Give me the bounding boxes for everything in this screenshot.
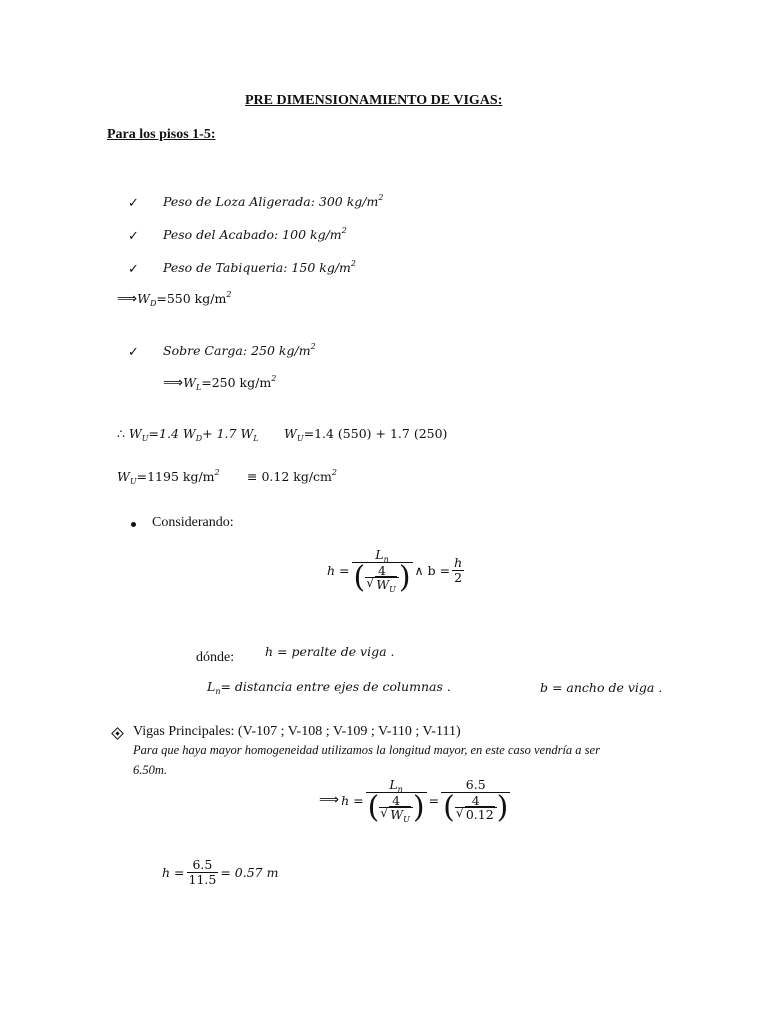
vigas-principales-label: Vigas Principales: (V-107 ; V-108 ; V-109 ; V-110 ; V-111) (133, 724, 461, 739)
formula2-fraction-2: 6.5 ( 4 √ 0.12 ) (441, 778, 510, 823)
wl-sub: L (195, 383, 202, 392)
implies-arrow-icon: ⟹ (319, 792, 340, 809)
considerando-label: Considerando: (152, 515, 234, 530)
wl-result (163, 375, 276, 391)
wu-term-l: + 1.7 W (202, 426, 254, 441)
def-ln (207, 679, 451, 694)
wu-result: $W_U=1195$ $kg/m^2$ (117, 468, 220, 486)
b-numerator: h (454, 555, 463, 571)
exponent: 2 (214, 468, 220, 477)
check-icon: ✓ (128, 196, 139, 211)
wu-equiv-value: ≡ 0.12 kg/cm (247, 469, 332, 484)
check-icon: ✓ (128, 262, 139, 277)
four-value: 4 (392, 792, 401, 808)
load-item-acabado (163, 227, 347, 242)
def-h: h = peralte de viga . (265, 644, 395, 659)
implies-arrow-icon: ⟹ (163, 375, 184, 391)
live-load-label: Sobre Carga (163, 343, 243, 358)
wu-sub-d: D (195, 434, 203, 443)
ln-sub: n (215, 687, 221, 696)
def-b: b = ancho de viga . (540, 680, 663, 695)
wu-sub-l: L (253, 434, 259, 443)
diamond-bullet-icon (111, 727, 124, 740)
check-icon: ✓ (128, 229, 139, 244)
ln-sub: n (383, 555, 389, 564)
formula-b-fraction (452, 556, 464, 585)
load-item-tabiqueria (163, 260, 356, 275)
ln-var: L (389, 777, 398, 792)
principal-note-line2: 6.50m. (133, 763, 168, 777)
result-lhs: h = (162, 864, 185, 880)
exponent: 2 (310, 342, 316, 351)
exponent: 2 (271, 374, 277, 383)
bullet-icon (131, 522, 136, 527)
load-value: : 100 kg/m (274, 227, 342, 242)
exponent: 2 (226, 290, 232, 299)
def-ln-text: = distancia entre ejes de columnas . (220, 679, 451, 694)
result-value: = 0.57 m (220, 864, 279, 880)
formula-h-lhs: h = (327, 562, 350, 578)
exponent: 2 (378, 193, 384, 202)
radicand-value: 0.12 (465, 807, 494, 823)
formula-h-applied (319, 778, 510, 823)
load-label: Peso de Tabiqueria (163, 260, 284, 275)
span-value: 6.5 (465, 777, 486, 792)
wu-var: W (376, 577, 390, 593)
exponent: 2 (350, 259, 356, 268)
wu-equivalent (247, 469, 337, 484)
wd-rest: =550 kg/m (156, 291, 227, 306)
four-value: 4 (471, 792, 480, 808)
exponent: 2 (331, 468, 337, 477)
load-value: : 150 kg/m (283, 260, 351, 275)
live-load-value: : 250 kg/m (242, 343, 311, 358)
wd-var: W (137, 291, 150, 306)
four-value: 4 (378, 562, 386, 578)
principal-note-line1: Para que haya mayor homogeneidad utilizamos la longitud mayor, en este caso vendría a ser (133, 743, 600, 757)
section-subtitle: Para los pisos 1-5: (107, 127, 216, 142)
result-fraction (187, 858, 219, 887)
load-item-loza (163, 194, 383, 209)
donde-label: dónde: (196, 650, 235, 665)
wd-result (117, 291, 231, 307)
wl-var: W (183, 375, 196, 390)
formula-h-fraction: $L_n$ ( 4 √ $W_U$ ) (352, 548, 413, 593)
equals-sign: = (428, 792, 440, 808)
implies-arrow-icon: ⟹ (117, 291, 138, 307)
check-icon: ✓ (128, 345, 139, 360)
wu-term-d: 1.4 W (159, 426, 196, 441)
wu-calc: $W_U=1.4$ (550) + 1.7 (250) (284, 426, 448, 443)
wu-calc-rest: =1.4 (550) + 1.7 (250) (303, 426, 448, 441)
wu-sub: U (403, 815, 410, 825)
therefore-icon: ∴ (117, 426, 125, 441)
wu-result-value: =1195 kg/m (136, 469, 215, 484)
wl-rest: =250 kg/m (201, 375, 272, 390)
wu-formula: ∴ $W_U=1.4$ $W_D+ 1.7$ $W_L$ (117, 426, 259, 443)
sqrt-icon (381, 807, 411, 825)
sqrt-icon (457, 808, 495, 822)
sqrt-icon (367, 577, 397, 595)
formula2-fraction-1: $L_n$ ( 4 √ $W_U$ ) (366, 778, 427, 823)
wu-sub: U (389, 585, 396, 595)
load-label: Peso del Acabado (163, 227, 274, 242)
live-load-item (163, 343, 316, 358)
ln-sub: n (397, 785, 403, 794)
ln-var: L (207, 679, 216, 694)
formula-h (327, 548, 464, 593)
result-h (162, 858, 278, 887)
page-title: PRE DIMENSIONAMIENTO DE VIGAS: (245, 93, 503, 108)
formula2-lhs: h = (341, 792, 364, 808)
ln-var: L (375, 547, 384, 562)
wu-var: W (390, 807, 404, 823)
load-label: Peso de Loza Aligerada (163, 194, 311, 209)
result-numerator: 6.5 (192, 857, 213, 872)
exponent: 2 (341, 226, 347, 235)
wd-sub: D (149, 299, 157, 308)
load-value: : 300 kg/m (310, 194, 379, 209)
result-denominator: 11.5 (188, 871, 217, 887)
b-denominator: 2 (454, 569, 463, 585)
formula-and-b: ∧ b = (414, 562, 451, 578)
